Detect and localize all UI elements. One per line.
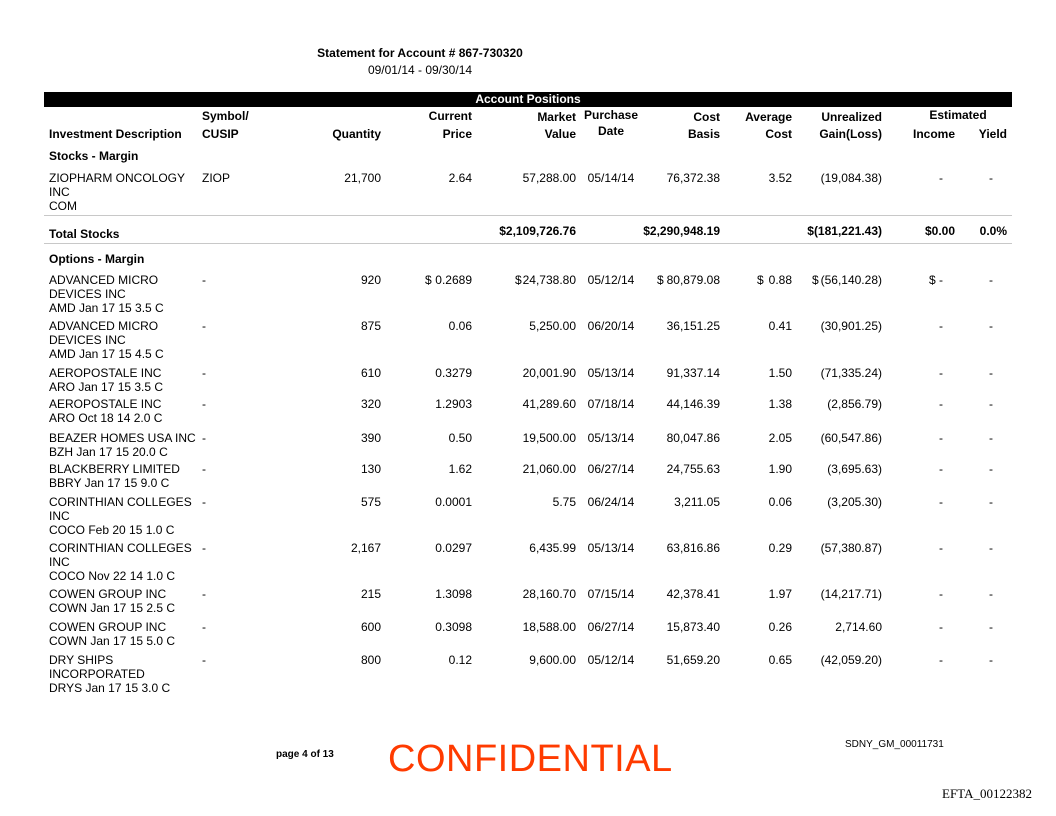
col-price-bottom: Price [442,127,472,141]
col-avg-top: Average [745,110,792,124]
option-market-value: 5,250.00 [529,319,576,333]
option-cost-basis: 15,873.40 [666,620,720,634]
total-stocks-label: Total Stocks [49,227,120,241]
option-quantity: 575 [360,495,381,509]
option-symbol: - [202,541,206,555]
option-quantity: 800 [360,653,381,667]
option-purchase-date: 05/12/14 [587,653,635,667]
option-income: - [939,495,943,509]
option-unrealized: (42,059.20) [820,653,882,667]
option-income: - [939,587,943,601]
bates-number: SDNY_GM_00011731 [845,739,944,750]
option-unrealized: (71,335.24) [820,366,882,380]
option-yield: - [989,431,993,445]
option-description: BLACKBERRY LIMITED BBRY Jan 17 15 9.0 C [49,462,180,490]
option-income: - [939,366,943,380]
confidential-stamp: CONFIDENTIAL [388,738,673,780]
stock-cost-basis: 76,372.38 [666,171,720,185]
option-income: - [939,431,943,445]
option-price: 0.3279 [435,366,472,380]
option-purchase-date: 06/20/14 [587,319,635,333]
option-yield: - [989,319,993,333]
option-average-cost: 1.97 [768,587,792,601]
option-price: 0.12 [448,653,472,667]
col-purchase-top: Purchase [583,108,639,122]
option-average-cost: 0.26 [768,620,792,634]
option-purchase-date: 05/13/14 [587,366,635,380]
options-heading: Options - Margin [49,252,145,266]
col-quantity: Quantity [332,127,381,141]
stocks-heading: Stocks - Margin [49,149,139,163]
option-symbol: - [202,653,206,667]
option-market-value: 5.75 [552,495,576,509]
option-description: CORINTHIAN COLLEGES INC COCO Feb 20 15 1.0 C [49,495,192,537]
option-unrealized: (2,856.79) [827,397,882,411]
currency-symbol: $ [757,273,764,287]
statement-title: Statement for Account # 867-730320 [317,46,523,60]
col-yield: Yield [978,127,1007,141]
stock-price: 2.64 [448,171,472,185]
option-yield: - [989,653,993,667]
option-unrealized: (3,205.30) [827,495,882,509]
option-quantity: 875 [360,319,381,333]
option-purchase-date: 07/15/14 [587,587,635,601]
stock-unrealized: (19,084.38) [820,171,882,185]
stock-yield: - [989,171,993,185]
option-price: 0.0297 [435,541,472,555]
option-purchase-date: 05/12/14 [587,273,635,287]
stock-income: - [939,171,943,185]
option-unrealized: 2,714.60 [835,620,882,634]
option-unrealized: (14,217.71) [820,587,882,601]
option-income: - [939,319,943,333]
option-market-value: 41,289.60 [522,397,576,411]
option-unrealized: (3,695.63) [827,462,882,476]
option-description: AEROPOSTALE INC ARO Jan 17 15 3.5 C [49,366,164,394]
option-description: ADVANCED MICRO DEVICES INC AMD Jan 17 15 4.5 C [49,319,164,361]
total-market-value: $2,109,726.76 [499,224,576,238]
option-symbol: - [202,366,206,380]
option-price: 1.3098 [435,587,472,601]
option-cost-basis: 42,378.41 [666,587,720,601]
option-average-cost: 1.90 [768,462,792,476]
option-purchase-date: 07/18/14 [587,397,635,411]
option-cost-basis: 36,151.25 [666,319,720,333]
option-cost-basis: 44,146.39 [666,397,720,411]
option-symbol: - [202,462,206,476]
option-description: DRY SHIPS INCORPORATED DRYS Jan 17 15 3.0 C [49,653,171,695]
option-cost-basis: 80,879.08 [666,273,720,287]
option-quantity: 920 [360,273,381,287]
currency-symbol: $ [812,273,819,287]
stock-quantity: 21,700 [344,171,381,185]
option-purchase-date: 05/13/14 [587,541,635,555]
option-quantity: 390 [360,431,381,445]
option-purchase-date: 06/24/14 [587,495,635,509]
option-income: - [939,620,943,634]
option-quantity: 320 [360,397,381,411]
stock-purchase-date: 05/14/14 [587,171,635,185]
option-market-value: 18,588.00 [522,620,576,634]
option-symbol: - [202,587,206,601]
option-cost-basis: 24,755.63 [666,462,720,476]
option-income: - [939,653,943,667]
option-average-cost: 2.05 [768,431,792,445]
col-symbol-bottom: CUSIP [202,127,239,141]
col-avg-bottom: Cost [765,127,792,141]
option-income: - [939,541,943,555]
option-description: COWEN GROUP INC COWN Jan 17 15 5.0 C [49,620,176,648]
option-average-cost: 1.50 [768,366,792,380]
option-cost-basis: 51,659.20 [666,653,720,667]
option-price: 0.2689 [435,273,472,287]
option-market-value: 20,001.90 [522,366,576,380]
option-yield: - [989,397,993,411]
option-price: 0.0001 [435,495,472,509]
option-quantity: 215 [360,587,381,601]
option-market-value: 6,435.99 [529,541,576,555]
option-description: COWEN GROUP INC COWN Jan 17 15 2.5 C [49,587,176,615]
option-yield: - [989,495,993,509]
option-income: - [939,462,943,476]
col-unrealized-top: Unrealized [821,110,882,124]
option-market-value: 28,160.70 [522,587,576,601]
option-unrealized: (60,547.86) [820,431,882,445]
option-purchase-date: 06/27/14 [587,620,635,634]
option-price: 0.3098 [435,620,472,634]
page-number: page 4 of 13 [276,749,334,760]
col-cost-top: Cost [693,110,720,124]
option-yield: - [989,541,993,555]
col-price-top: Current [428,109,472,123]
total-cost-basis: $2,290,948.19 [643,224,720,238]
option-market-value: 19,500.00 [522,431,576,445]
option-description: AEROPOSTALE INC ARO Oct 18 14 2.0 C [49,397,163,425]
option-purchase-date: 05/13/14 [587,431,635,445]
option-average-cost: 0.88 [768,273,792,287]
option-quantity: 610 [360,366,381,380]
col-estimated: Estimated [929,108,987,122]
option-symbol: - [202,319,206,333]
option-market-value: 21,060.00 [522,462,576,476]
option-cost-basis: 3,211.05 [674,495,720,509]
divider [44,243,1012,244]
option-price: 0.50 [448,431,472,445]
option-market-value: 9,600.00 [529,653,576,667]
col-description: Investment Description [49,127,182,141]
stock-market-value: 57,288.00 [522,171,576,185]
option-average-cost: 1.38 [768,397,792,411]
divider [44,215,1012,216]
currency-symbol: $ [425,273,432,287]
col-market-top: Market [537,110,576,124]
option-yield: - [989,620,993,634]
option-description: ADVANCED MICRO DEVICES INC AMD Jan 17 15 3.5 C [49,273,164,315]
option-price: 1.2903 [435,397,472,411]
option-average-cost: 0.06 [768,495,792,509]
option-description: CORINTHIAN COLLEGES INC COCO Nov 22 14 1.0 C [49,541,192,583]
total-yield: 0.0% [979,224,1007,238]
option-income: $ - [928,273,943,287]
option-average-cost: 0.65 [768,653,792,667]
option-yield: - [989,462,993,476]
option-unrealized: (56,140.28) [820,273,882,287]
option-quantity: 600 [360,620,381,634]
option-symbol: - [202,620,206,634]
total-income: $0.00 [924,224,955,238]
col-unrealized-bottom: Gain(Loss) [819,127,882,141]
option-unrealized: (57,380.87) [820,541,882,555]
option-symbol: - [202,273,206,287]
option-cost-basis: 80,047.86 [666,431,720,445]
efta-number: EFTA_00122382 [942,786,1032,801]
currency-symbol: $ [515,273,522,287]
col-cost-bottom: Basis [687,127,720,141]
option-price: 0.06 [448,319,472,333]
option-unrealized: (30,901.25) [820,319,882,333]
option-symbol: - [202,495,206,509]
option-quantity: 2,167 [350,541,381,555]
option-market-value: 24,738.80 [522,273,576,287]
total-unrealized: $(181,221.43) [807,224,882,238]
option-average-cost: 0.29 [768,541,792,555]
option-symbol: - [202,397,206,411]
option-yield: - [989,587,993,601]
option-quantity: 130 [360,462,381,476]
option-symbol: - [202,431,206,445]
option-description: BEAZER HOMES USA INC BZH Jan 17 15 20.0 C [49,431,196,459]
option-yield: - [989,366,993,380]
col-symbol-top: Symbol/ [202,109,249,123]
option-yield: - [989,273,993,287]
col-purchase-bottom: Date [597,124,624,138]
stock-description: ZIOPHARM ONCOLOGY INC COM [49,171,186,213]
option-purchase-date: 06/27/14 [587,462,635,476]
stock-symbol: ZIOP [202,171,231,185]
option-average-cost: 0.41 [768,319,792,333]
option-cost-basis: 91,337.14 [666,366,720,380]
section-title: Account Positions [475,92,581,106]
statement-period: 09/01/14 - 09/30/14 [367,63,473,77]
option-income: - [939,397,943,411]
option-price: 1.62 [448,462,472,476]
col-market-bottom: Value [544,127,576,141]
stock-average-cost: 3.52 [768,171,792,185]
col-income: Income [912,127,955,141]
option-cost-basis: 63,816.86 [666,541,720,555]
currency-symbol: $ [657,273,664,287]
